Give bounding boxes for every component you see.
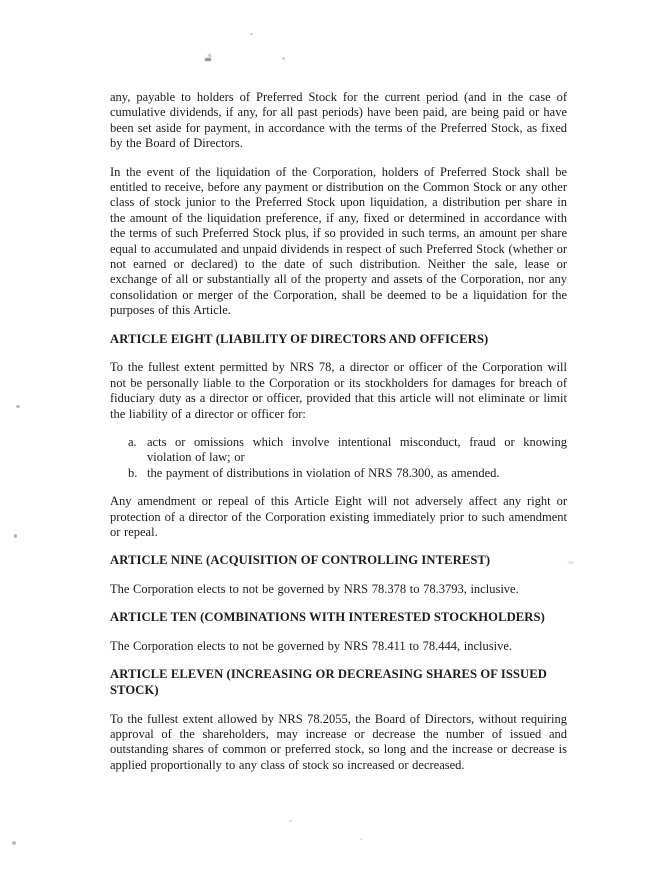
paragraph-amendment-repeal: Any amendment or repeal of this Article Eight will not adversely affect any right or protection of a director of the Corporation existing immediately prior to such amendment or repeal. xyxy=(110,494,567,539)
scan-speck xyxy=(250,33,253,35)
scan-speck xyxy=(14,534,17,538)
scan-speck xyxy=(16,405,20,408)
list-item-text: the payment of distributions in violation of NRS 78.300, as amended. xyxy=(147,465,500,480)
list-item xyxy=(110,435,567,466)
paragraph-preferred-stock-dividends: any, payable to holders of Preferred Stock for the current period (and in the case of cumulative dividends, if any, for all past periods) have been paid, are being paid or have been set aside for payment, in accordance with the terms of the Preferred Stock, as fixed by the Board of Directors. xyxy=(110,90,567,151)
scan-speck xyxy=(360,838,363,840)
paragraph-liquidation: In the event of the liquidation of the Corporation, holders of Preferred Stock shall be entitled to receive, before any payment or distribution on the Common Stock or any other class of stock junior to the Preferred Stock upon liquidation, a distribution per share in the amount of the liquidation preference, if any, fixed or determined in accordance with the terms of such Preferred Stock plus, if so provided in such terms, an amount per share equal to accumulated and unpaid dividends in respect of such Preferred Stock (whether or not earned or declared) to the date of such distribution. Neither the sale, lease or exchange of all or substantially all of the property and assets of the Corporation, nor any consolidation or merger of the Corporation, shall be deemed to be a liquidation for the purposes of this Article. xyxy=(110,164,567,318)
list-item-text: acts or omissions which involve intentional misconduct, fraud or knowing violation of law; or xyxy=(147,434,567,465)
scan-speck xyxy=(568,561,574,564)
liability-exceptions-list xyxy=(110,435,567,481)
paragraph-director-liability: To the fullest extent permitted by NRS 78, a director or officer of the Corporation will not be personally liable to the Corporation or its stockholders for damages for breach of fiduciary duty as a director or officer, provided that this article will not eliminate or limit the liability of a director or officer for: xyxy=(110,360,567,421)
scan-speck xyxy=(289,820,292,822)
article-eleven-heading-line2: STOCK) xyxy=(110,682,159,697)
scan-speck xyxy=(12,841,16,845)
paragraph-nrs-78-378: The Corporation elects to not be governed by NRS 78.378 to 78.3793, inclusive. xyxy=(110,581,519,596)
article-eleven-heading xyxy=(110,667,567,698)
article-ten-heading: ARTICLE TEN (COMBINATIONS WITH INTERESTED STOCKHOLDERS) xyxy=(110,610,545,625)
scan-speck xyxy=(282,57,285,60)
article-eleven-heading-line1: ARTICLE ELEVEN (INCREASING OR DECREASING SHARES OF ISSUED xyxy=(110,667,547,682)
article-eight-heading: ARTICLE EIGHT (LIABILITY OF DIRECTORS AND OFFICERS) xyxy=(110,331,489,346)
paragraph-nrs-78-411: The Corporation elects to not be governed by NRS 78.411 to 78.444, inclusive. xyxy=(110,638,513,653)
scan-smudge xyxy=(204,54,213,62)
list-item xyxy=(110,466,567,481)
list-item-marker: b. xyxy=(128,465,138,480)
list-item-marker: a. xyxy=(128,434,137,449)
document-content xyxy=(110,90,567,786)
article-nine-heading: ARTICLE NINE (ACQUISITION OF CONTROLLING INTEREST) xyxy=(110,553,491,568)
paragraph-increase-decrease-shares: To the fullest extent allowed by NRS 78.2055, the Board of Directors, without requiring approval of the shareholders, may increase or decrease the number of issued and outstanding shares of common or preferred stock, so long and the increase or decrease is applied proportionally to any class of stock so increased or decreased. xyxy=(110,711,567,772)
